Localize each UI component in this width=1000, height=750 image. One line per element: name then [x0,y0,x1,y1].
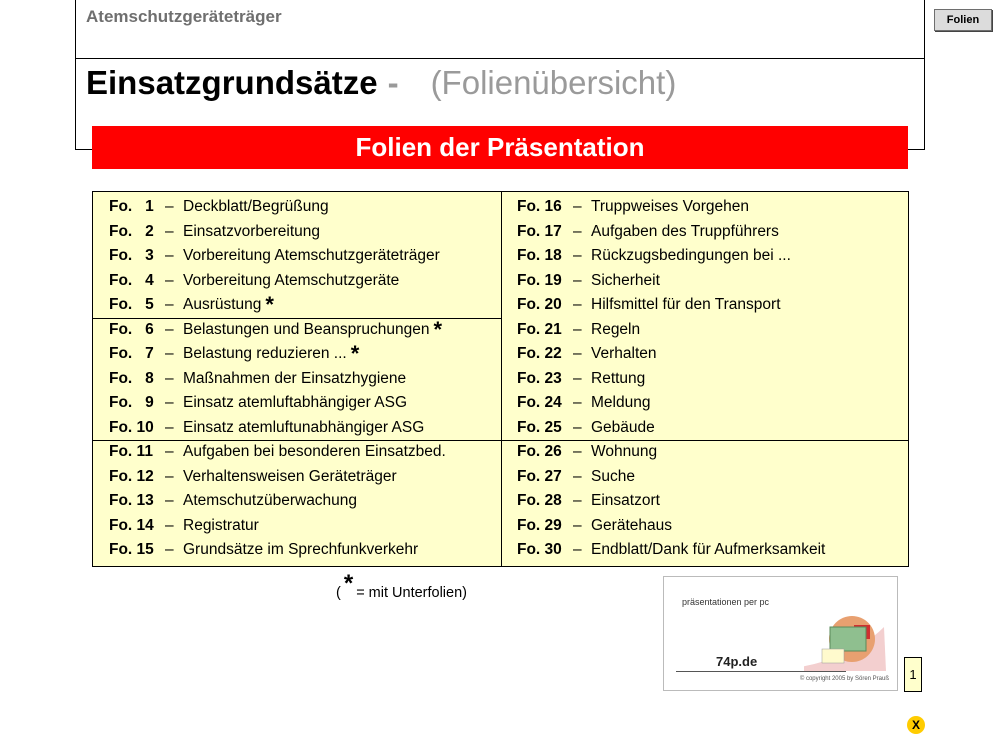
slide-list-item[interactable] [109,466,397,488]
slide-list-item[interactable] [109,294,274,316]
slide-number: Fo. 7 [109,345,154,362]
slide-list-item[interactable] [109,490,357,512]
slide-title: Regeln [591,320,641,338]
slide-title: Wohnung [591,443,658,460]
slide-dash: – [573,271,582,289]
slide-title: Einsatzort [591,492,660,509]
slide-list-item[interactable] [517,270,660,292]
slide-number: Fo. 6 [109,320,154,338]
slide-list-item[interactable] [109,515,259,537]
slide-dash: – [573,222,582,240]
slide-title: Endblatt/Dank für Aufmerksamkeit [591,541,826,558]
logo-line [676,671,846,672]
slide-title: Ausrüstung [183,296,262,313]
slide-number: Fo. 21 [517,320,562,338]
slide-list-item[interactable] [517,441,657,463]
footnote-star: * [343,570,354,597]
slide-dash: – [573,467,582,485]
slide-title: Belastungen und Beanspruchungen [183,320,430,338]
slide-dash: – [165,369,174,387]
slide-title: Hilfsmittel für den Transport [591,296,781,313]
slide-title: Belastung reduzieren ... [183,345,347,362]
slide-title: Suche [591,467,635,485]
slide-number: Fo. 19 [517,271,562,289]
section-banner: Folien der Präsentation [92,126,908,169]
slide-list-item[interactable] [517,343,657,365]
slide-list-item[interactable] [109,343,359,365]
slide-dash: – [165,320,174,338]
slide-number: Fo. 29 [517,516,562,534]
slide-dash: – [165,467,174,485]
slide-dash: – [573,418,582,436]
slide-number: Fo. 17 [517,222,562,240]
close-button[interactable]: X [907,716,925,734]
column-divider [501,192,502,566]
subslides-star-icon: * [433,316,443,342]
slide-list-item[interactable] [109,245,440,267]
slide-dash: – [573,492,582,509]
slide-list-item[interactable] [517,245,791,267]
slide-number: Fo. 23 [517,369,562,387]
slide-number: Fo. 26 [517,443,562,460]
slide-number: Fo. 20 [517,296,562,313]
slide-title: Deckblatt/Begrüßung [183,198,329,215]
slide-number: Fo. 5 [109,296,154,313]
slide-list-item[interactable] [517,539,825,561]
footnote-open-paren: ( [336,585,341,601]
slide-number: Fo. 22 [517,345,562,362]
slide-dash: – [165,394,174,411]
slide-list-item[interactable] [517,294,781,316]
slide-number: Fo. 8 [109,369,154,387]
slide-list-item[interactable] [517,417,655,439]
slide-title: Verhalten [591,345,657,362]
slide-dash: – [165,271,174,289]
slide-number: Fo. 2 [109,222,154,240]
subslides-star-icon: * [350,341,360,366]
slide-dash: – [573,345,582,362]
slide-dash: – [165,418,174,436]
slide-number: Fo. 18 [517,247,562,264]
slide-number: Fo. 27 [517,467,562,485]
slide-dash: – [573,369,582,387]
slide-dash: – [165,198,174,215]
slide-number: Fo. 11 [109,443,153,460]
slide-title: Atemschutzüberwachung [183,492,358,509]
slide-title: Meldung [591,394,651,411]
slide-title: Aufgaben bei besonderen Einsatzbed. [183,443,446,460]
slide-number: Fo. 30 [517,541,562,558]
slide-dash: – [573,443,582,460]
slide-title: Sicherheit [591,271,660,289]
slide-number: Fo. 3 [109,247,154,264]
slide-title: Gebäude [591,418,655,436]
slide-number: Fo. 16 [517,198,562,215]
logo-box[interactable] [663,576,898,691]
slide-list-item[interactable] [109,392,407,414]
slide-number: Fo. 4 [109,271,154,289]
slide-dash: – [165,222,174,240]
footnote [336,570,467,604]
logo-graphic-icon [804,597,894,677]
slide-dash: – [573,296,582,313]
slide-list-item[interactable] [109,196,329,218]
slide-list-item[interactable] [109,417,424,439]
subslides-star-icon: * [265,292,274,317]
slide-dash: – [573,320,582,338]
slide-title: Einsatz atemluftabhängiger ASG [183,394,408,411]
slide-list-item[interactable] [109,270,399,292]
slide-number: Fo. 13 [109,492,154,509]
slide-list-item[interactable] [517,196,749,218]
slide-title: Vorbereitung Atemschutzgeräteträger [183,247,440,264]
slide-list-item[interactable] [517,392,650,414]
slide-list-item[interactable] [517,221,779,243]
slide-list-item[interactable] [517,319,640,341]
slide-number: Fo. 28 [517,492,562,509]
slide-dash: – [573,516,582,534]
logo-tagline: präsentationen per pc [682,597,770,607]
slide-dash: – [165,443,174,460]
slide-title: Rettung [591,369,646,387]
slide-title: Rückzugsbedingungen bei ... [591,247,791,264]
app-title: Atemschutzgeräteträger [86,7,282,26]
slide-title: Registratur [183,516,259,534]
header-divider [75,58,925,59]
slide-number: Fo. 25 [517,418,562,436]
slide-number: Fo. 14 [109,516,154,534]
slide-title: Aufgaben des Truppführers [591,222,779,240]
slide-list-item[interactable] [109,368,406,390]
slide-number: Fo. 15 [109,541,154,558]
slide-dash: – [165,516,174,534]
logo-name: 74p.de [716,654,758,669]
slide-title: Einsatz atemluftunabhängiger ASG [183,418,425,436]
slide-title: Maßnahmen der Einsatzhygiene [183,369,407,387]
slide-dash: – [165,247,174,264]
page-title-dash: - [387,64,399,101]
slide-list-item[interactable] [109,221,320,243]
page-number: 1 [904,657,922,692]
slide-number: Fo. 24 [517,394,562,411]
slide-dash: – [165,345,174,362]
slide-list-item[interactable] [517,466,635,488]
slide-dash: – [165,492,174,509]
slide-dash: – [573,198,582,215]
slide-dash: – [165,541,174,558]
slide-title: Einsatzvorbereitung [183,222,320,240]
page-title-sub: (Folienübersicht) [430,64,677,101]
page-title [86,64,676,102]
slide-list-item[interactable] [109,539,418,561]
slide-list-item[interactable] [517,368,645,390]
slide-number: Fo. 9 [109,394,154,411]
slide-title: Truppweises Vorgehen [591,198,749,215]
slide-list-item[interactable] [517,515,672,537]
folien-button[interactable]: Folien [934,9,992,31]
slide-list-item[interactable] [109,316,443,342]
page-title-main: Einsatzgrundsätze [86,64,378,101]
slide-dash: – [165,296,174,313]
footnote-text: = mit Unterfolien) [356,585,467,601]
slide-number: Fo. 12 [109,467,154,485]
slide-list-item[interactable] [517,490,660,512]
slide-overview-table [92,191,909,567]
slide-title: Verhaltensweisen Geräteträger [183,467,397,485]
slide-title: Gerätehaus [591,516,672,534]
slide-dash: – [573,247,582,264]
slide-title: Grundsätze im Sprechfunkverkehr [183,541,419,558]
logo-copyright: © copyright 2005 by Sören Prauß [799,676,889,682]
slide-dash: – [573,541,582,558]
slide-list-item[interactable] [109,441,446,463]
slide-number: Fo. 1 [109,198,154,215]
slide-dash: – [573,394,582,411]
slide-number: Fo. 10 [109,418,154,436]
slide-title: Vorbereitung Atemschutzgeräte [183,271,400,289]
